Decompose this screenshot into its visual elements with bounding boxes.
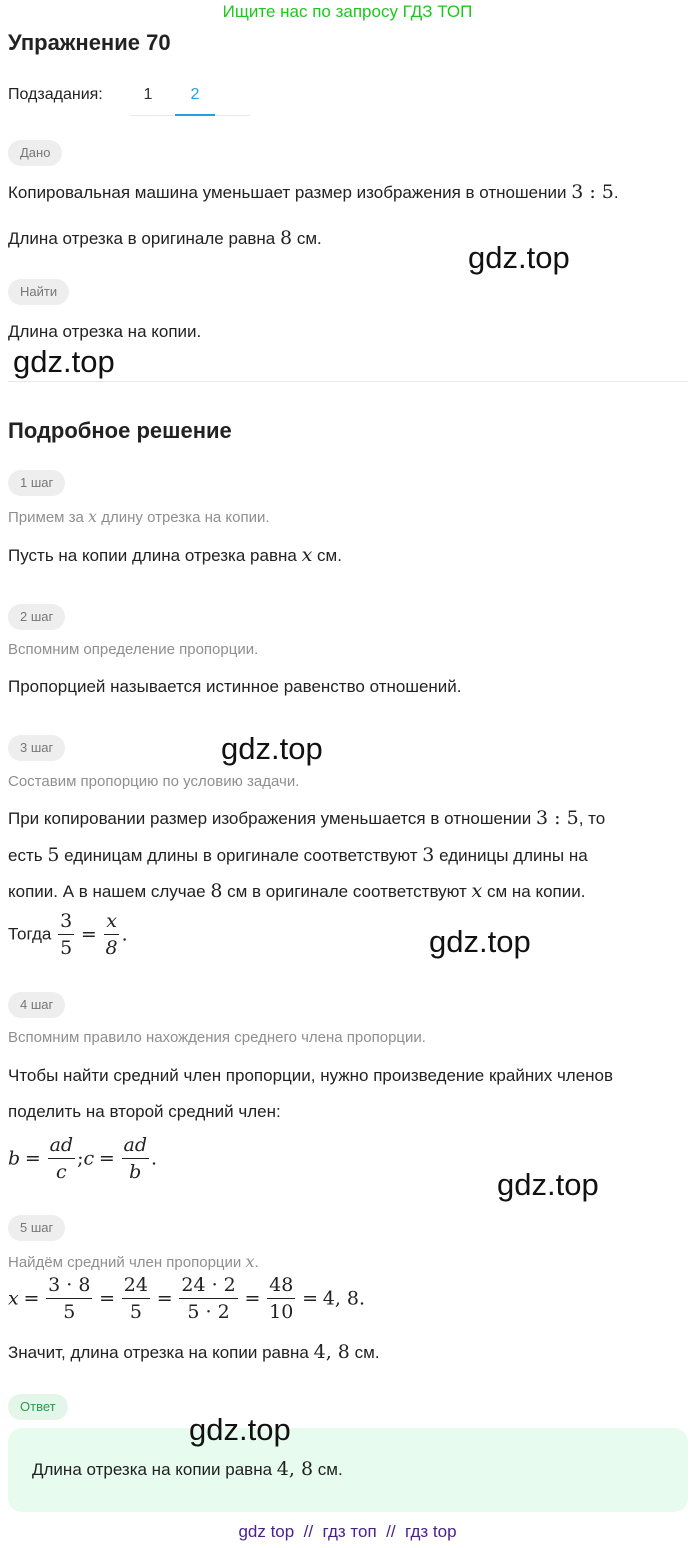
watermark: gdz.top [497,1167,599,1202]
fraction: $\frac{ad}{c}$ [49,1134,74,1183]
fraction: $\frac{24 \cdot 2}{5 \cdot 2}$ [181,1274,236,1323]
subtasks-label: Подзадания: [8,86,103,103]
tab-subtask-2[interactable]: 2 [190,86,200,103]
watermark: gdz.top [221,731,323,766]
fraction: $\frac{24}{5}$ [123,1274,148,1323]
given-line-2: Длина отрезка в оригинале равна 8 см. [8,227,322,249]
active-tab-indicator [175,114,215,116]
step-2-hint: Вспомним определение пропорции. [8,641,259,658]
find-badge: Найти [8,279,69,305]
fraction: $\frac{ad}{b}$ [123,1134,148,1183]
step-4-hint: Вспомним правило нахождения среднего члена пропорции. [8,1029,426,1046]
tab-subtask-1[interactable]: 1 [143,86,153,103]
fraction: $\frac{3 \cdot 8}{5}$ [48,1274,91,1323]
step-5-badge: 5 шаг [8,1215,65,1241]
step-1-badge: 1 шаг [8,470,65,496]
watermark: gdz.top [468,240,570,275]
step-4-line-1: Чтобы найти средний член пропорции, нужно произведение крайних членов [8,1066,614,1085]
step-3-line-3: копии. А в нашем случае 8 см в оригинале соответствуют x см на копии. [8,880,586,902]
solution-title: Подробное решение [8,418,232,443]
fraction: $\frac{48}{10}$ [269,1274,294,1323]
step-3-hint: Составим пропорцию по условию задачи. [8,773,300,790]
answer-badge: Ответ [8,1394,68,1420]
step-1-hint: Примем за x длину отрезка на копии. [8,507,270,526]
step-4-formula: b = $\frac{ad}{c}$ ;c = $\frac{ad}{b}$ . [8,1134,158,1183]
fraction: $\frac{x}{8}$ [105,910,118,959]
page-title: Упражнение 70 [8,30,171,55]
step-3-badge: 3 шаг [8,735,65,761]
step-5-conclusion: Значит, длина отрезка на копии равна 4, 8 см. [8,1341,380,1363]
step-5-formula: x = $\frac{3 \cdot 8}{5}$ = $\frac{24}{5}$ = $\frac{24 \cdot 2}{5 \cdot 2}$ = $\frac{48}{10}$ = 4, 8. [8,1274,366,1323]
step-3-line-1: При копировании размер изображения уменьшается в отношении 3 : 5, то [8,807,606,829]
watermark: gdz.top [189,1412,291,1447]
answer-text: Длина отрезка на копии равна 4, 8 см. [32,1458,343,1480]
given-badge: Дано [8,140,62,166]
given-line-1: Копировальная машина уменьшает размер изображения в отношении 3 : 5. [8,181,619,203]
search-banner[interactable]: Ищите нас по запросу ГДЗ ТОП [222,2,473,21]
step-5-hint: Найдём средний член пропорции x. [8,1252,259,1271]
step-4-badge: 4 шаг [8,992,65,1018]
step-3-proportion: Тогда $\frac{3}{5}$ = $\frac{x}{8}$ . [8,910,128,959]
step-2-text: Пропорцией называется истинное равенство отношений. [8,677,462,696]
footer-links[interactable]: gdz top // гдз топ // гдз top [238,1522,457,1541]
watermark: gdz.top [429,924,531,959]
step-2-badge: 2 шаг [8,604,65,630]
section-divider [8,381,688,382]
fraction: $\frac{3}{5}$ [60,910,73,959]
watermark: gdz.top [13,344,115,379]
step-1-text: Пусть на копии длина отрезка равна x см. [8,544,342,566]
find-text: Длина отрезка на копии. [8,322,202,341]
step-4-line-2: поделить на второй средний член: [8,1102,281,1121]
step-3-line-2: есть 5 единицам длины в оригинале соответствуют 3 единицы длины на [8,844,588,866]
